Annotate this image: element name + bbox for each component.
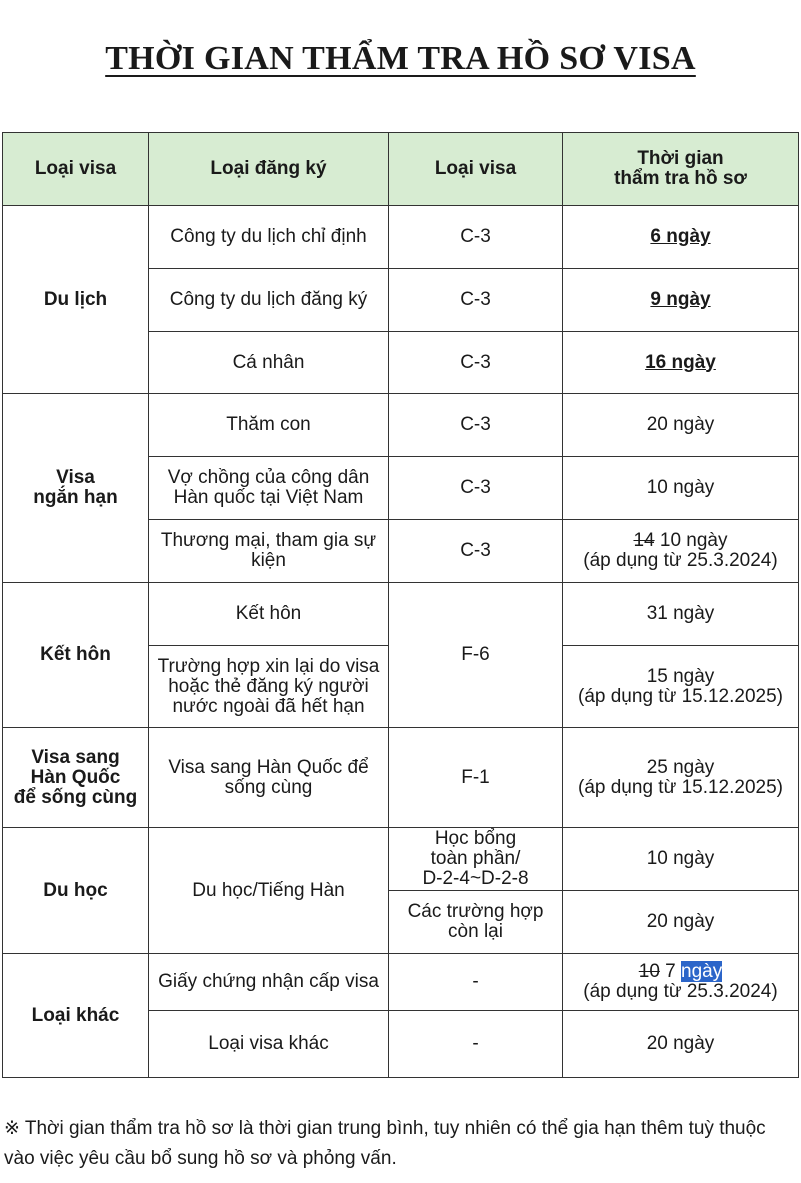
applicable-date-note: (áp dụng từ 15.12.2025) bbox=[578, 685, 783, 707]
registration-cell: Visa sang Hàn Quốc để sống cùng bbox=[149, 728, 389, 828]
visa-cell: C-3 bbox=[389, 269, 563, 332]
visa-cell: C-3 bbox=[389, 457, 563, 520]
registration-cell: Công ty du lịch chỉ định bbox=[149, 206, 389, 269]
time-cell bbox=[563, 206, 799, 269]
time-value: 7 bbox=[659, 961, 682, 982]
visa-line: toàn phần/ bbox=[430, 848, 521, 869]
header-processing-time-line2: thẩm tra hồ sơ bbox=[614, 168, 747, 189]
category-line: Visa bbox=[56, 467, 95, 488]
visa-processing-table bbox=[2, 132, 799, 1078]
header-processing-time bbox=[563, 133, 799, 206]
visa-cell: Các trường hợp còn lại bbox=[389, 891, 563, 954]
selected-text-highlight: ngày bbox=[681, 961, 723, 982]
time-value: 25 ngày bbox=[646, 756, 715, 778]
visa-line: D-2-4~D-2-8 bbox=[422, 868, 529, 889]
visa-cell: C-3 bbox=[389, 520, 563, 583]
registration-cell: Thương mại, tham gia sự kiện bbox=[149, 520, 389, 583]
applicable-date-note: (áp dụng từ 25.3.2024) bbox=[583, 550, 778, 571]
table-row bbox=[3, 583, 799, 646]
time-cell bbox=[563, 646, 799, 728]
category-line: ngắn hạn bbox=[33, 487, 118, 508]
footnote: ※ Thời gian thẩm tra hồ sơ là thời gian trung bình, tuy nhiên có thể gia hạn thêm tuỳ thuộc vào việc yêu cầu bổ sung hồ sơ và phỏng vấn. bbox=[4, 1118, 766, 1169]
time-cell bbox=[563, 269, 799, 332]
table-row bbox=[3, 828, 799, 891]
category-line: để sống cùng bbox=[13, 786, 138, 808]
category-visa-ngan-han bbox=[3, 394, 149, 583]
visa-cell: - bbox=[389, 1011, 563, 1078]
visa-cell bbox=[389, 828, 563, 891]
time-cell bbox=[563, 728, 799, 828]
time-cell bbox=[563, 332, 799, 394]
category-loai-khac: Loại khác bbox=[3, 954, 149, 1078]
header-registration-type: Loại đăng ký bbox=[149, 133, 389, 206]
category-du-lich: Du lịch bbox=[3, 206, 149, 394]
time-value: 15 ngày bbox=[646, 665, 715, 687]
registration-cell: Công ty du lịch đăng ký bbox=[149, 269, 389, 332]
header-row bbox=[3, 133, 799, 206]
category-line: Visa sang bbox=[31, 746, 120, 768]
table-row bbox=[3, 728, 799, 828]
registration-cell: Vợ chồng của công dân Hàn quốc tại Việt Nam bbox=[149, 457, 389, 520]
time-cell: 20 ngày bbox=[563, 891, 799, 954]
visa-cell: F-1 bbox=[389, 728, 563, 828]
header-processing-time-line1: Thời gian bbox=[637, 148, 724, 169]
registration-cell: Du học/Tiếng Hàn bbox=[149, 828, 389, 954]
time-cell bbox=[563, 520, 799, 583]
time-cell: 10 ngày bbox=[563, 828, 799, 891]
category-song-cung bbox=[3, 728, 149, 828]
table-row bbox=[3, 394, 799, 457]
time-cell: 10 ngày bbox=[563, 457, 799, 520]
table-row bbox=[3, 954, 799, 1011]
visa-line: Học bổng bbox=[434, 828, 517, 849]
page-title bbox=[0, 40, 801, 78]
time-cell: 31 ngày bbox=[563, 583, 799, 646]
visa-cell: F-6 bbox=[389, 583, 563, 728]
time-cell bbox=[563, 954, 799, 1011]
header-visa-type: Loại visa bbox=[389, 133, 563, 206]
table-row bbox=[3, 206, 799, 269]
time-value: 6 ngày bbox=[650, 226, 711, 247]
time-value: 9 ngày bbox=[650, 289, 711, 310]
page-title-text: THỜI GIAN THẨM TRA HỒ SƠ VISA bbox=[105, 40, 696, 77]
registration-cell: Giấy chứng nhận cấp visa bbox=[149, 954, 389, 1011]
old-time-value: 10 bbox=[638, 961, 660, 982]
old-time-value: 14 bbox=[633, 530, 655, 551]
registration-cell: Kết hôn bbox=[149, 583, 389, 646]
visa-cell: C-3 bbox=[389, 394, 563, 457]
time-value: 16 ngày bbox=[645, 351, 716, 373]
category-ket-hon: Kết hôn bbox=[3, 583, 149, 728]
visa-cell: - bbox=[389, 954, 563, 1011]
header-visa-category: Loại visa bbox=[3, 133, 149, 206]
registration-cell: Cá nhân bbox=[149, 332, 389, 394]
applicable-date-note: (áp dụng từ 15.12.2025) bbox=[578, 776, 783, 798]
applicable-date-note: (áp dụng từ 25.3.2024) bbox=[583, 981, 778, 1002]
time-value: 10 ngày bbox=[654, 530, 728, 551]
registration-cell: Trường hợp xin lại do visa hoặc thẻ đăng ký người nước ngoài đã hết hạn bbox=[149, 646, 389, 728]
registration-cell: Loại visa khác bbox=[149, 1011, 389, 1078]
time-cell: 20 ngày bbox=[563, 394, 799, 457]
category-line: Hàn Quốc bbox=[30, 766, 121, 788]
visa-cell: C-3 bbox=[389, 206, 563, 269]
category-du-hoc: Du học bbox=[3, 828, 149, 954]
time-cell: 20 ngày bbox=[563, 1011, 799, 1078]
registration-cell: Thăm con bbox=[149, 394, 389, 457]
visa-cell: C-3 bbox=[389, 332, 563, 394]
